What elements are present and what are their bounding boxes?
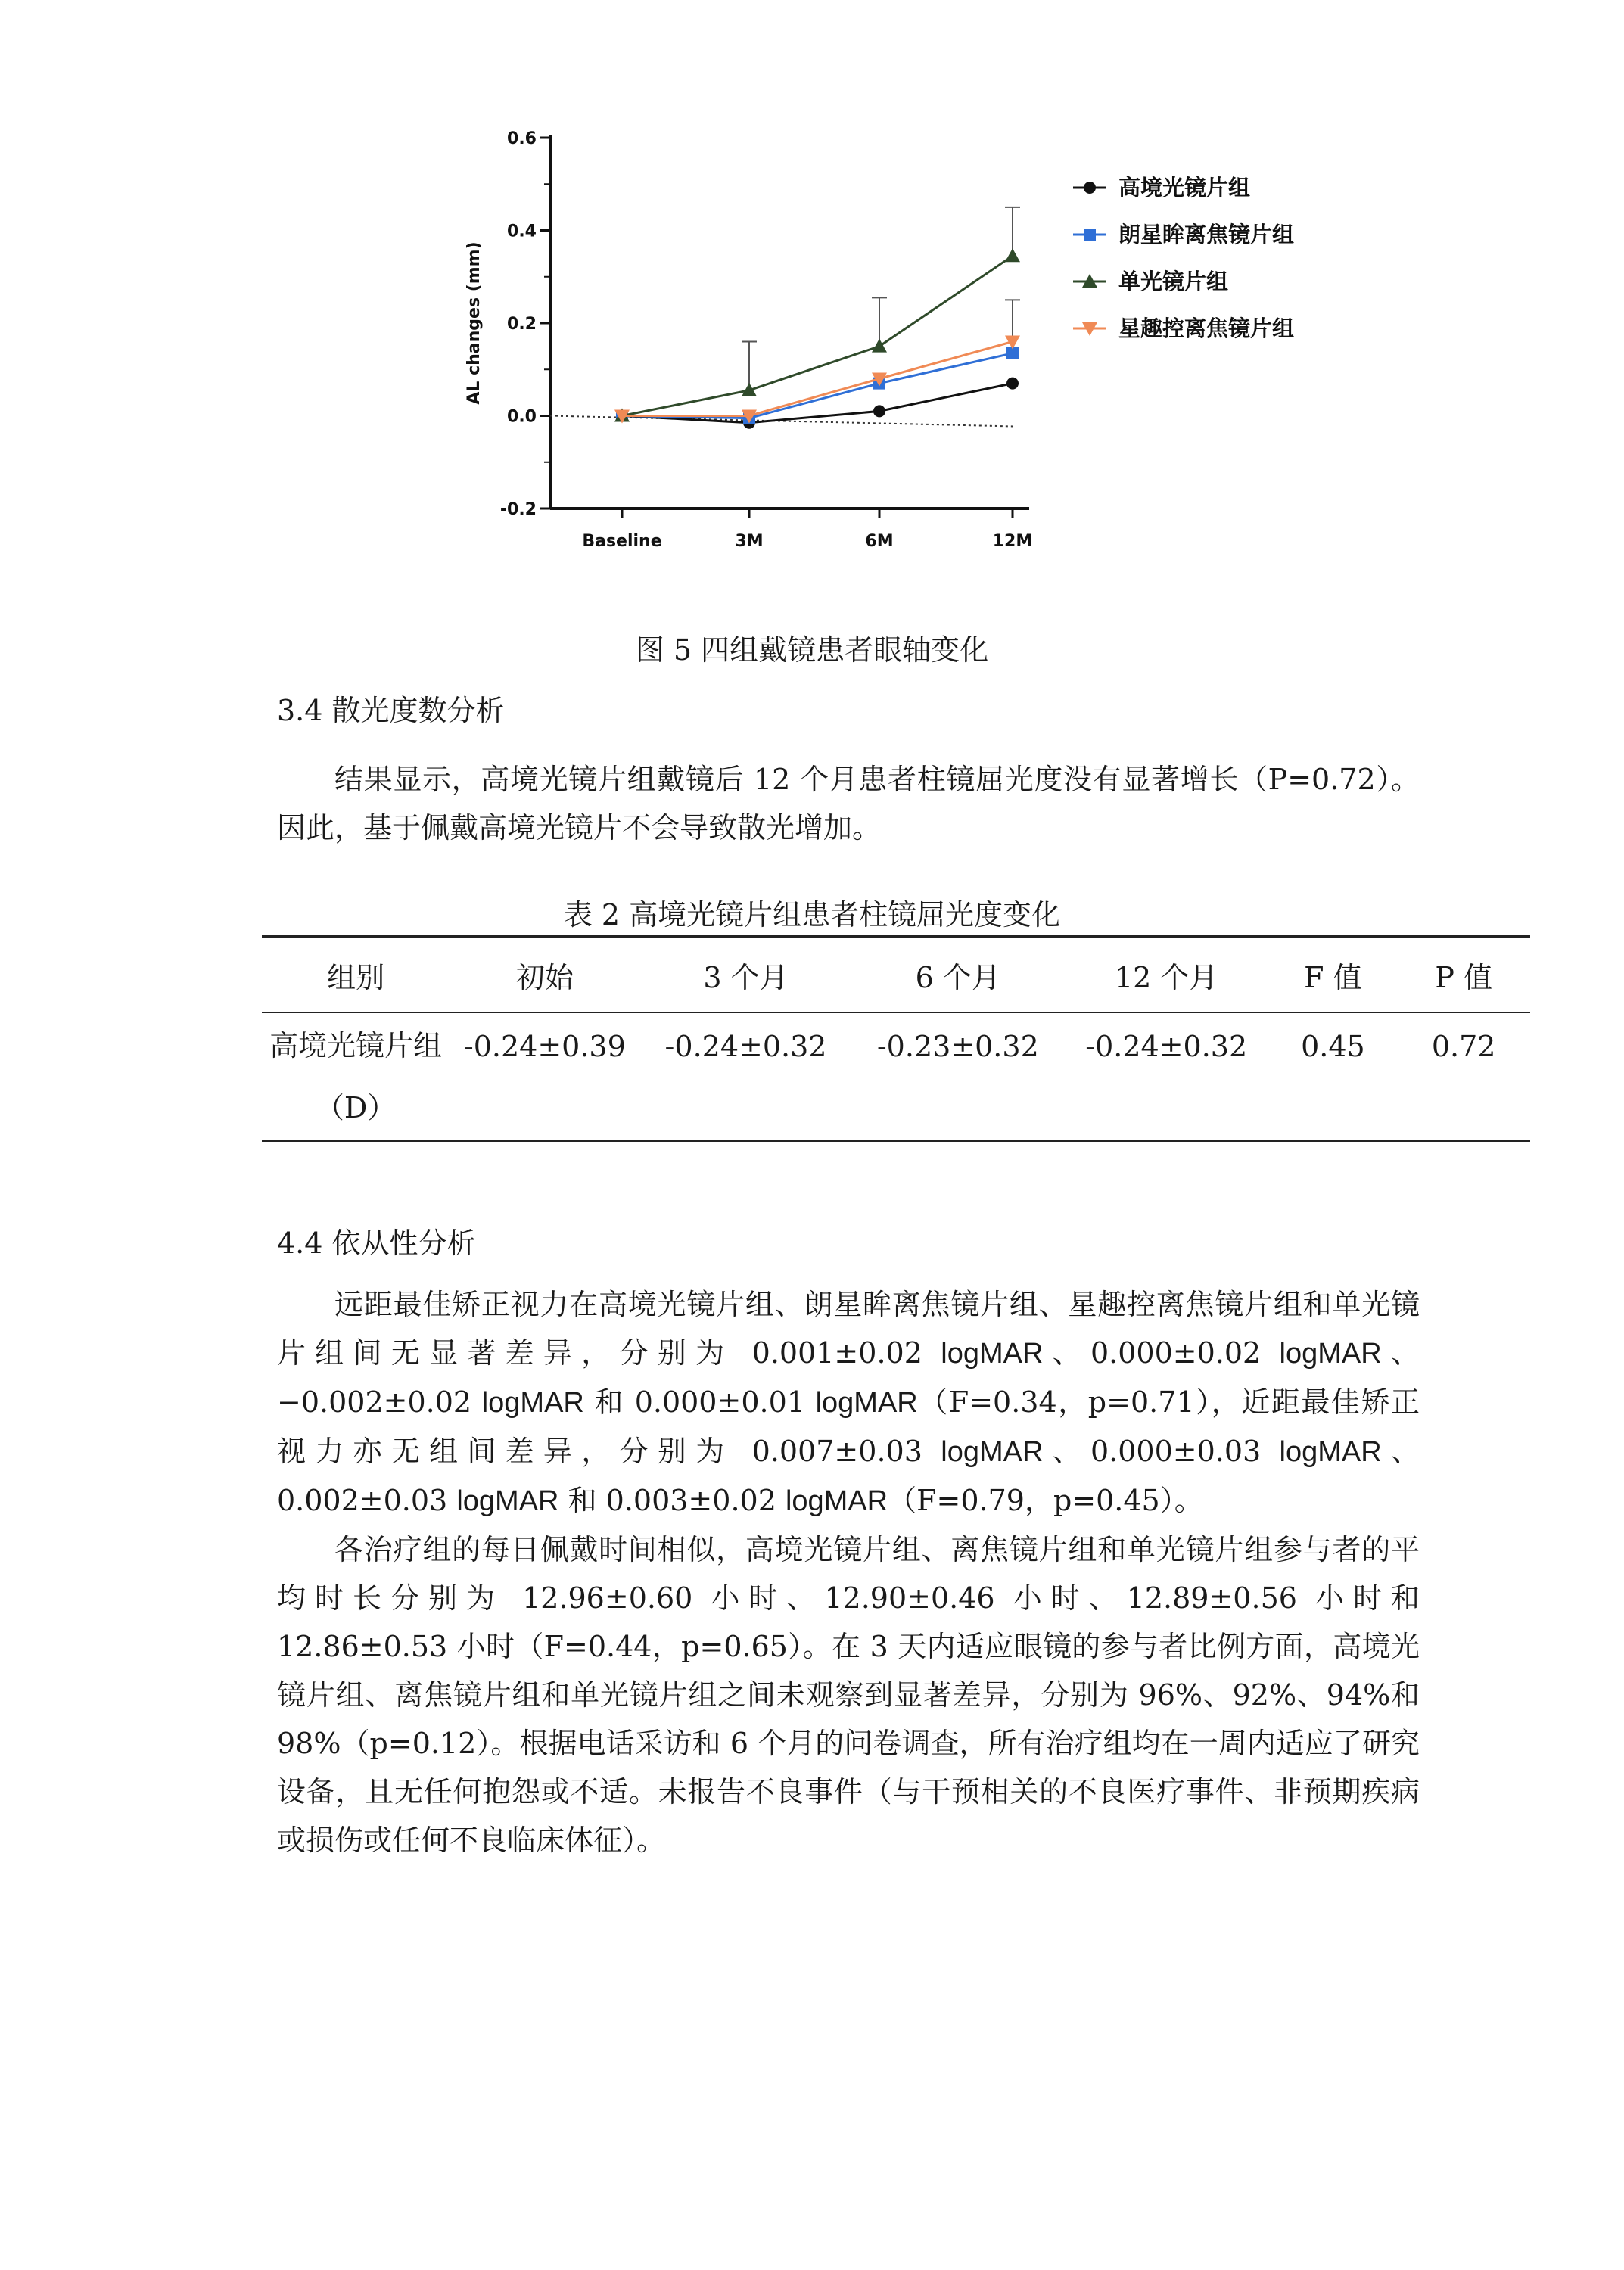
table-row — [262, 1012, 1530, 1141]
unit-text: logMAR — [456, 1485, 559, 1517]
figure-5-chart — [424, 114, 1423, 575]
section-3-4-paragraph — [277, 755, 1420, 852]
header-cell: F 值 — [1269, 937, 1398, 1013]
unit-text: logMAR — [785, 1485, 888, 1517]
y-tick-label: 0.6 — [507, 129, 537, 148]
series-line-2 — [622, 256, 1013, 415]
table-cell: -0.23±0.32 — [852, 1012, 1064, 1141]
legend-label: 星趣控离焦镜片组 — [1118, 316, 1295, 341]
x-tick-label: 12M — [992, 532, 1033, 551]
section-heading-3-4: 3.4 散光度数分析 — [277, 694, 505, 727]
y-tick-label: 0.0 — [507, 407, 537, 427]
section-4-4-paragraphs — [277, 1280, 1420, 1864]
table-cell: -0.24±0.32 — [639, 1012, 851, 1141]
y-tick-label: 0.2 — [507, 315, 537, 334]
header-cell: 初始 — [450, 937, 639, 1013]
y-axis-label: AL changes (mm) — [465, 241, 484, 405]
text-run: 远距最佳矫正视力在高境光镜片组、朗星眸离焦镜片组、星趣控离焦镜片组和单光镜片组间无显著差异，分别为 0.001±0.02 — [277, 1288, 1420, 1370]
legend-marker — [1084, 229, 1096, 241]
table-cell-group: 高境光镜片组（D） — [262, 1012, 450, 1141]
text-run: （F=0.34，p=0.71），近距最佳矫正视力亦无组间差异，分别为 0.007±0.03 — [277, 1385, 1420, 1468]
text-run: 、0.000±0.03 — [1043, 1435, 1280, 1468]
data-point — [1005, 248, 1020, 262]
header-cell: 6 个月 — [852, 937, 1064, 1013]
paragraph-visual-acuity — [277, 1280, 1420, 1525]
text-run: 和 0.003±0.02 — [558, 1484, 786, 1517]
x-tick-label: 3M — [735, 532, 764, 551]
table-header-row — [262, 937, 1530, 1013]
legend-label: 朗星眸离焦镜片组 — [1118, 222, 1295, 247]
table-caption: 表 2 高境光镜片组患者柱镜屈光度变化 — [563, 898, 1061, 931]
unit-text: logMAR — [941, 1338, 1044, 1370]
unit-text: logMAR — [1279, 1338, 1382, 1370]
series-line-1 — [622, 353, 1013, 418]
legend-label: 单光镜片组 — [1118, 269, 1229, 294]
header-cell: P 值 — [1397, 937, 1530, 1013]
x-tick-label: Baseline — [582, 532, 662, 551]
unit-text: logMAR — [481, 1387, 584, 1419]
text-run: 、0.002±0.03 — [277, 1435, 1420, 1517]
y-tick-label: -0.2 — [499, 500, 537, 519]
figure-caption: 图 5 四组戴镜患者眼轴变化 — [635, 633, 989, 667]
data-point — [1006, 378, 1019, 390]
unit-text: logMAR — [941, 1436, 1044, 1468]
header-cell: 12 个月 — [1064, 937, 1269, 1013]
paragraph-text: 结果显示，高境光镜片组戴镜后 12 个月患者柱镜屈光度没有显著增长（P=0.72）。因此，基于佩戴高境光镜片不会导致散光增加。 — [277, 763, 1420, 844]
header-cell: 组别 — [262, 937, 450, 1013]
text-run: 、−0.002±0.02 — [277, 1336, 1420, 1419]
data-point — [872, 339, 887, 353]
section-heading-4-4: 4.4 依从性分析 — [277, 1227, 476, 1260]
table-cell: 0.72 — [1397, 1012, 1530, 1141]
x-tick-label: 6M — [865, 532, 894, 551]
table-cell: 0.45 — [1269, 1012, 1398, 1141]
header-cell: 3 个月 — [639, 937, 851, 1013]
text-run: （F=0.79，p=0.45）。 — [888, 1484, 1203, 1517]
unit-text: logMAR — [1279, 1436, 1382, 1468]
data-point — [873, 405, 885, 417]
table-2 — [262, 935, 1530, 1142]
table-cell: -0.24±0.39 — [450, 1012, 639, 1141]
table-cell: -0.24±0.32 — [1064, 1012, 1269, 1141]
paragraph-wear-time: 各治疗组的每日佩戴时间相似，高境光镜片组、离焦镜片组和单光镜片组参与者的平均时长分别为 12.96±0.60 小时、12.90±0.46 小时、12.89±0.56 小时和 12.86±0.53 小时（F=0.44，p=0.65）。在 3 天内适应眼镜的参与者比例方面，高境光镜片组、离焦镜片组和单光镜片组之间未观察到显著差异，分别为 96%、92%、94%和 98%（p=0.12）。根据电话采访和 6 个月的问卷调查，所有治疗组均在一周内适应了研究设备，且无任何抱怨或不适。未报告不良事件（与干预相关的不良医疗事件、非预期疾病或损伤或任何不良临床体征）。 — [277, 1533, 1420, 1857]
text-run: 和 0.000±0.01 — [583, 1385, 816, 1419]
text-run: 、0.000±0.02 — [1043, 1336, 1280, 1370]
legend-label: 高境光镜片组 — [1118, 175, 1251, 201]
y-tick-label: 0.4 — [507, 222, 537, 241]
line-chart — [424, 114, 1423, 575]
unit-text: logMAR — [815, 1387, 918, 1419]
legend-marker — [1084, 182, 1096, 194]
